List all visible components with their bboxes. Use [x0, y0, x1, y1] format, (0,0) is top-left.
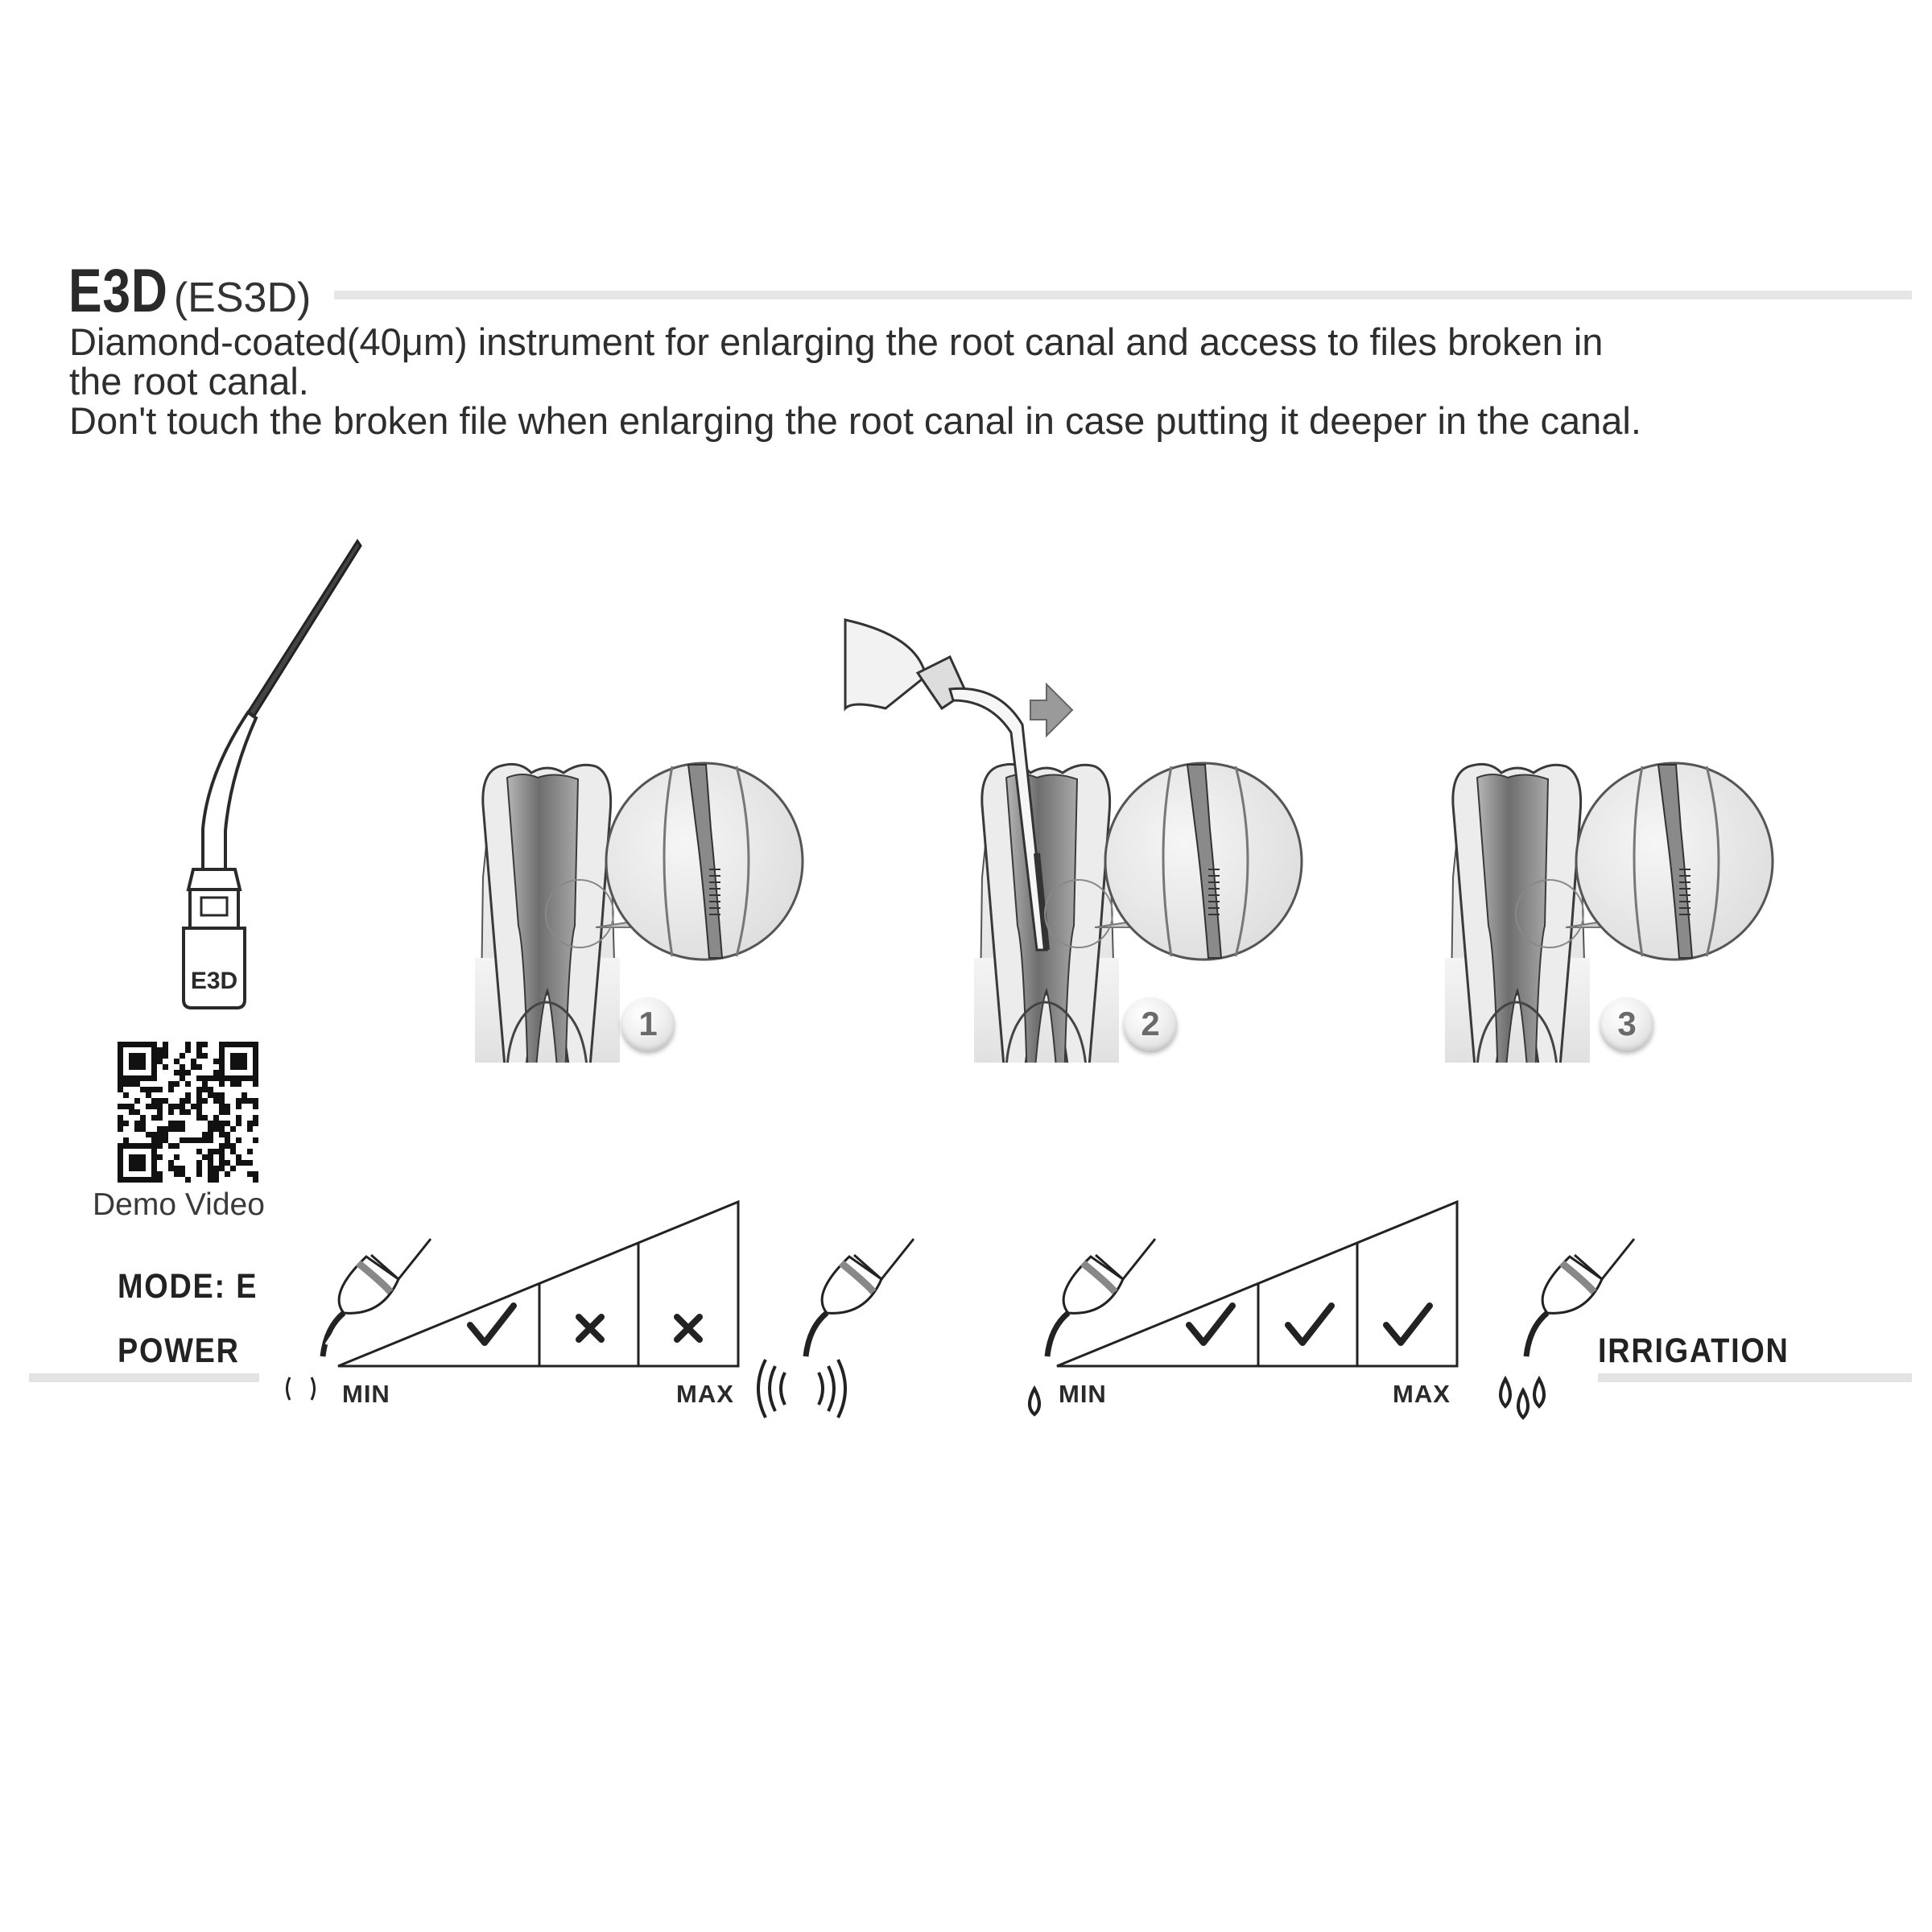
- description-line: Don't touch the broken file when enlarging the root canal in case putting it deeper in the canal.: [69, 399, 1641, 442]
- description-line: the root canal.: [69, 360, 309, 402]
- irrigation-min-label: MIN: [1059, 1380, 1107, 1408]
- water-drops-icon: [1501, 1379, 1544, 1418]
- step-3-badge: 3: [1600, 997, 1653, 1051]
- irrigation-label: IRRIGATION: [1598, 1331, 1790, 1370]
- title-divider: [334, 291, 1912, 299]
- mode-label: MODE: E: [118, 1267, 258, 1306]
- irrigation-level-chart: [1053, 1195, 1463, 1373]
- step-2-badge: 2: [1124, 997, 1177, 1051]
- product-description: [69, 322, 1864, 440]
- diamond-tip-icon: [248, 541, 361, 716]
- water-drop-icon: [1030, 1389, 1039, 1414]
- power-max-label: MAX: [676, 1380, 734, 1408]
- step-2-diagram: [845, 620, 1302, 1063]
- power-min-label: MIN: [342, 1380, 390, 1408]
- product-title: [68, 256, 311, 328]
- irrigation-max-label: MAX: [1393, 1380, 1451, 1408]
- description-line: Diamond-coated(40μm) instrument for enlarging the root canal and access to files broken in: [69, 320, 1604, 363]
- qr-code-icon[interactable]: [114, 1038, 261, 1185]
- power-level-chart: [334, 1195, 745, 1373]
- product-code: E3D: [68, 257, 168, 325]
- power-divider: [29, 1373, 259, 1382]
- demo-video-caption[interactable]: Demo Video: [93, 1187, 265, 1222]
- product-alt-code: (ES3D): [173, 275, 312, 321]
- procedure-diagrams: [467, 612, 1835, 1063]
- step-1-badge: 1: [621, 997, 675, 1051]
- handpiece-max-irrigation-icon: [1481, 1236, 1642, 1421]
- tip-label: E3D: [190, 968, 238, 994]
- handpiece-max-power-icon: [745, 1236, 922, 1421]
- irrigation-divider: [1598, 1373, 1912, 1382]
- direction-arrow-icon: [1030, 684, 1072, 736]
- tip-illustration: [161, 531, 386, 1014]
- power-label: POWER: [118, 1331, 240, 1370]
